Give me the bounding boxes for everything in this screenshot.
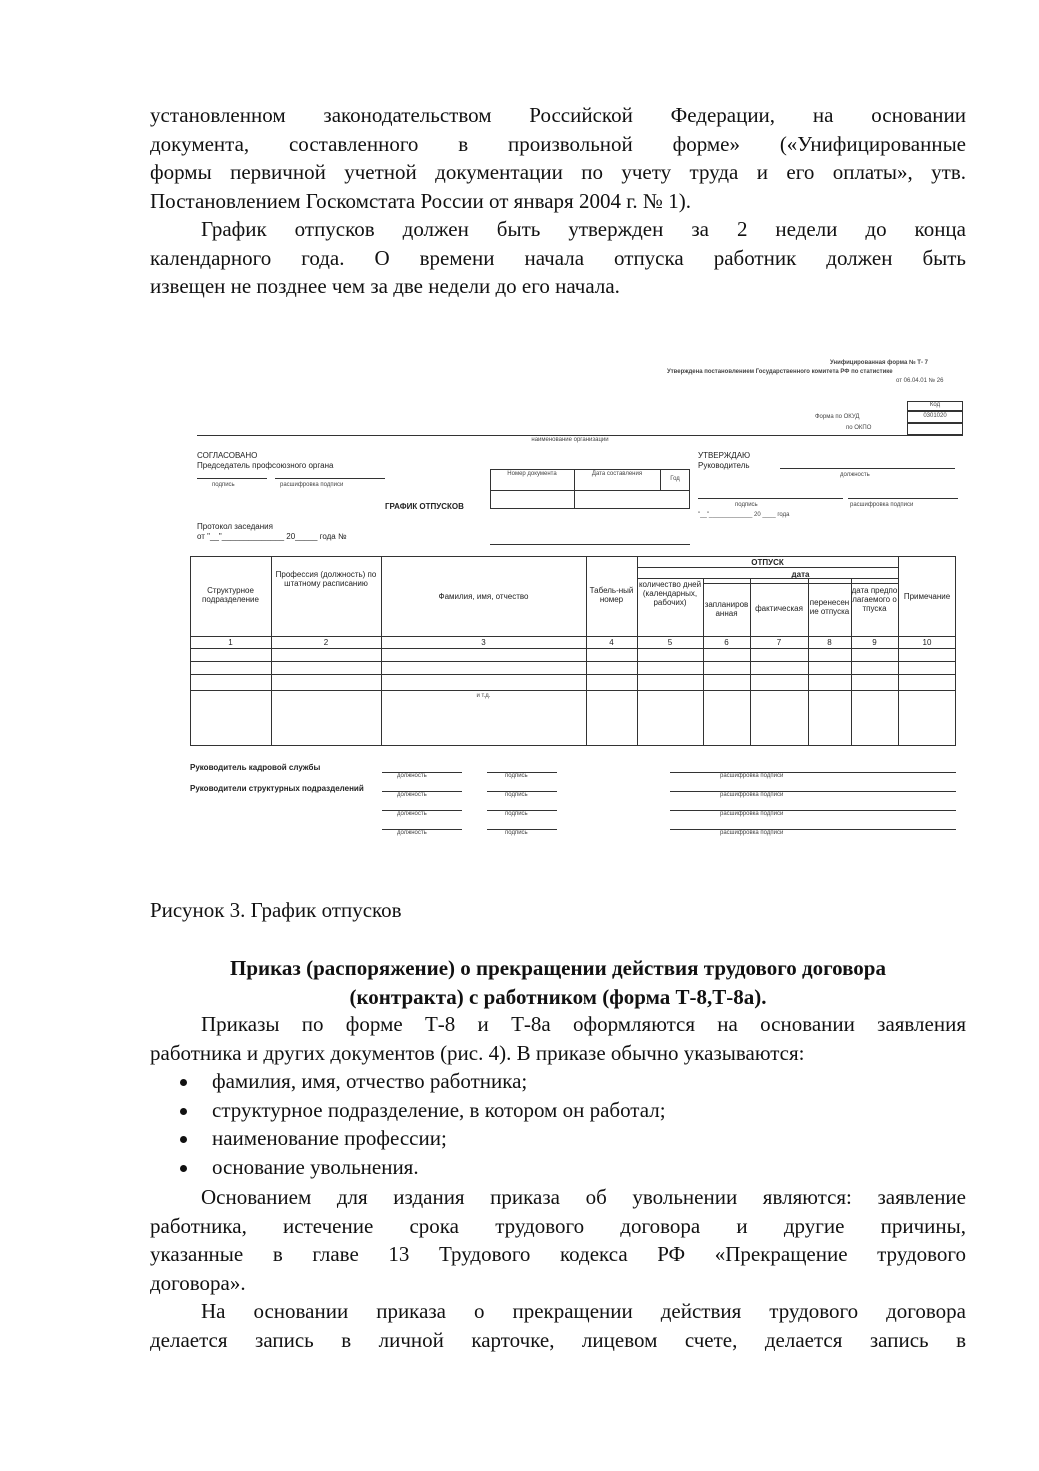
sig-position-caption: должность xyxy=(397,830,427,836)
sig-decoding-caption: расшифровка подписи xyxy=(720,830,784,836)
approve-label: УТВЕРЖДАЮ xyxy=(698,451,751,460)
sig-position-caption: должность xyxy=(397,773,427,779)
col-header: запланированная xyxy=(704,600,749,618)
sig-signature-caption: подпись xyxy=(505,792,528,798)
heading-line: (контракта) с работником (форма Т-8,Т-8а). xyxy=(349,984,767,1009)
col-number: 3 xyxy=(481,638,486,647)
text-line: документа, составленного в произвольной форме» («Унифицированные xyxy=(150,131,966,156)
figure-caption xyxy=(150,896,966,925)
approve-signature-caption: подпись xyxy=(735,502,758,508)
text-line: Постановлением Госкомстата России от января 2004 г. № 1). xyxy=(150,188,691,213)
col-number: 10 xyxy=(922,638,932,647)
approve-decoding-caption: расшифровка подписи xyxy=(850,502,914,508)
col-header: Примечание xyxy=(903,592,951,601)
sig-position-caption: должность xyxy=(397,811,427,817)
figure-caption-text: Рисунок 3. График отпусков xyxy=(150,898,402,922)
text-line: извещен не позднее чем за две недели до его начала. xyxy=(150,274,620,298)
col-number: 6 xyxy=(724,638,729,647)
col-number: 7 xyxy=(776,638,782,647)
col-number: 1 xyxy=(228,638,233,647)
vacation-header: ОТПУСК xyxy=(751,558,784,567)
protocol-label: Протокол заседания xyxy=(197,522,273,531)
list-item xyxy=(150,1153,966,1182)
sig-position-caption: должность xyxy=(397,792,427,798)
text-line: Приказы по форме Т-8 и Т-8а оформляются на основании заявления xyxy=(201,1012,966,1036)
sig-decoding-caption: расшифровка подписи xyxy=(720,811,784,817)
text-line: договора». xyxy=(150,1270,246,1295)
doc-date-header: Дата составления xyxy=(591,471,643,477)
doc-number-header: Номер документа xyxy=(507,471,557,477)
list-item-text: основание увольнения. xyxy=(212,1154,419,1179)
heading-line: Приказ (распоряжение) о прекращении действия трудового договора xyxy=(230,956,886,980)
col-header: Профессия (должность) по штатному расписанию xyxy=(275,570,377,588)
text-line: календарного года. О времени начала отпуска работник должен быть xyxy=(150,245,966,270)
col-number: 8 xyxy=(827,638,832,647)
list-item-text: наименование профессии; xyxy=(212,1126,447,1150)
okud-value: 0301020 xyxy=(923,413,947,419)
section-heading xyxy=(150,954,966,1011)
approve-date: "__"_____________ 20 ____ года xyxy=(698,512,790,518)
code-label: Код xyxy=(929,402,941,408)
okpo-label: по ОКПО xyxy=(846,425,872,431)
sig-signature-caption: подпись xyxy=(505,811,528,817)
hr-head-label: Руководитель кадровой службы xyxy=(190,763,321,772)
bullet-icon xyxy=(180,1079,187,1086)
bullet-icon xyxy=(180,1136,187,1143)
signature-decoding-caption: расшифровка подписи xyxy=(280,482,344,488)
sig-signature-caption: подпись xyxy=(505,830,528,836)
signature-caption: подпись xyxy=(212,482,235,488)
text-line: формы первичной учетной документации по учету труда и его оплаты», утв. xyxy=(150,160,966,184)
text-line: График отпусков должен быть утвержден за 2 недели до конца xyxy=(201,217,966,241)
col-header: Фамилия, имя, отчество xyxy=(438,592,529,601)
record-paragraph xyxy=(150,1297,966,1354)
etc-label: и т.д. xyxy=(476,693,491,699)
text-line: работника и других документов (рис. 4). В приказе обычно указываются: xyxy=(150,1040,805,1065)
col-header: перенесение отпуска xyxy=(809,598,850,616)
basis-paragraph xyxy=(150,1183,966,1297)
form-header-line: Утверждена постановлением Государственного комитета РФ по статистике xyxy=(667,369,893,375)
position-caption: должность xyxy=(840,472,870,478)
col-header: количество дней (календарных, рабочих) xyxy=(638,580,702,607)
col-number: 4 xyxy=(609,638,614,647)
protocol-date: от "__"______________ 20_____ года № xyxy=(197,532,347,541)
orders-paragraph xyxy=(150,1010,966,1067)
col-number: 5 xyxy=(667,638,673,647)
col-header: Табель-ный номер xyxy=(589,586,634,604)
text-line: установленном законодательством Российской Федерации, на основании xyxy=(150,103,966,127)
col-header: Структурное подразделение xyxy=(202,586,259,604)
sig-signature-caption: подпись xyxy=(505,773,528,779)
okud-label: Форма по ОКУД xyxy=(815,414,860,420)
col-header: дата предполагаемого отпуска xyxy=(851,586,898,613)
text-line: указанные в главе 13 Трудового кодекса РФ «Прекращение трудового xyxy=(150,1242,966,1266)
bullet-icon xyxy=(180,1165,187,1172)
list-item xyxy=(150,1124,966,1153)
form-title: ГРАФИК ОТПУСКОВ xyxy=(385,502,464,511)
text-line: делается запись в личной карточке, лицевом счете, делается запись в xyxy=(150,1327,966,1352)
sig-decoding-caption: расшифровка подписи xyxy=(720,773,784,779)
list-item xyxy=(150,1096,966,1125)
col-number: 2 xyxy=(323,638,329,647)
col-header: фактическая xyxy=(755,604,803,613)
org-caption: наименование организации xyxy=(531,437,609,443)
director-label: Руководитель xyxy=(698,461,750,470)
sig-decoding-caption: расшифровка подписи xyxy=(720,792,784,798)
form-header-line: от 06.04.01 № 26 xyxy=(896,378,944,384)
text-line: На основании приказа о прекращении действия трудового договора xyxy=(201,1299,966,1323)
list-item-text: структурное подразделение, в котором он работал; xyxy=(212,1097,666,1122)
year-header: Год xyxy=(670,476,680,482)
list-item xyxy=(150,1067,966,1096)
requirements-list xyxy=(150,1067,966,1181)
date-header: дата xyxy=(791,570,810,579)
text-line: работника, истечение срока трудового договора и другие причины, xyxy=(150,1213,966,1238)
agreed-label: СОГЛАСОВАНО xyxy=(197,451,258,460)
list-item-text: фамилия, имя, отчество работника; xyxy=(212,1069,528,1093)
text-line: Основанием для издания приказа об увольнении являются: заявление xyxy=(201,1185,966,1209)
col-number: 9 xyxy=(872,638,877,647)
dept-heads-label: Руководители структурных подразделений xyxy=(190,784,364,793)
form-header-line: Унифицированная форма № Т- 7 xyxy=(830,360,928,366)
union-chair-label: Председатель профсоюзного органа xyxy=(197,461,334,470)
bullet-icon xyxy=(180,1108,187,1115)
